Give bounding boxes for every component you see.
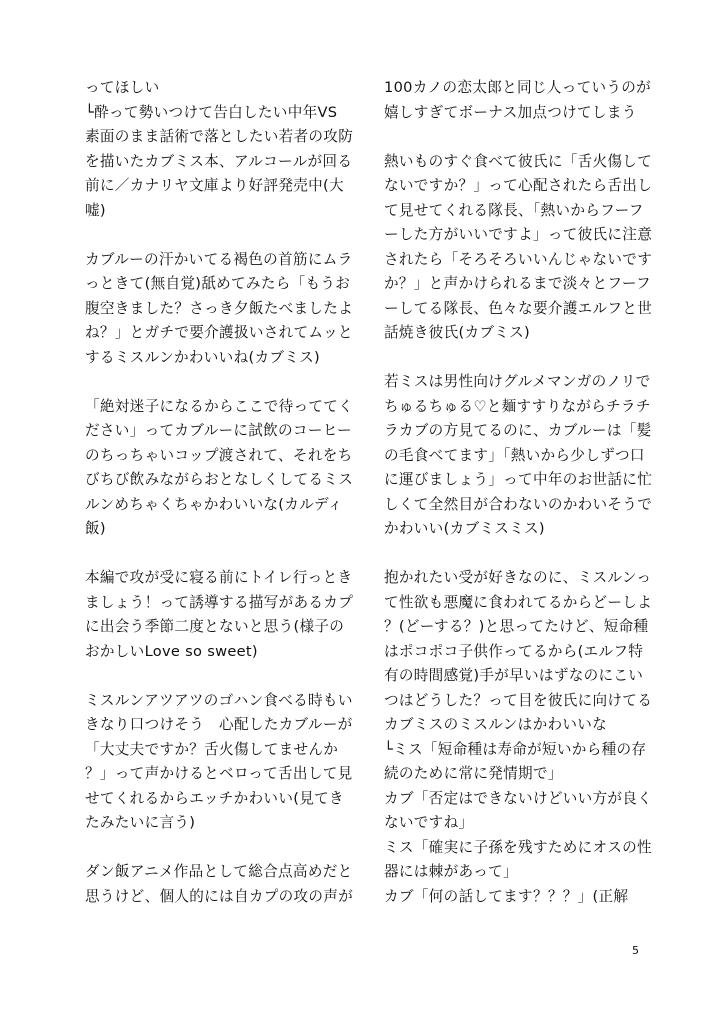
text-line: ないですか？」って心配されたら舌出し <box>384 177 653 194</box>
text-line: されたら「そろそろいいんじゃないです <box>384 250 653 268</box>
text-line: カブルーの汗かいてる褐色の首筋にムラ <box>85 250 353 268</box>
text-line: 思うけど、個人的には自カプの攻の声が <box>85 887 354 905</box>
text-line: を描いたカブミス本、アルコールが回る <box>85 152 353 170</box>
right-text-column <box>384 76 656 909</box>
text-line: カブミスのミスルンはかわいいな <box>384 716 608 733</box>
text-line: 100カノの恋太郎と同じ人っていうのが <box>384 79 652 96</box>
text-line: カブ「否定はできないけどいい方が良く <box>384 789 653 807</box>
text-line: 続のために常に発情期で」 <box>384 765 563 782</box>
paragraph-gap <box>85 542 357 567</box>
text-line: か？」と声かけられるまで淡々とフーフ <box>384 275 651 292</box>
text-line: 話焼き彼氏(カブミス) <box>384 324 531 341</box>
text-line: つはどうした？って目を彼氏に向けてる <box>384 691 653 709</box>
text-line: ラカブの方見てるのに、カブルーは「髪 <box>384 422 652 439</box>
text-line: ミス「確実に子孫を残すためにオスの性 <box>384 838 652 856</box>
text-line: ないですね」 <box>384 814 474 831</box>
text-line: おかしいLove so sweet) <box>85 642 258 660</box>
left-text-column <box>85 76 357 909</box>
text-line: たみたいに言う) <box>85 814 196 831</box>
text-line: ミスルンアツアツのゴハン食べる時もい <box>85 691 353 709</box>
text-line: ってほしい <box>85 79 160 96</box>
text-line: 飯) <box>85 520 106 537</box>
text-line: のちっちゃいコップ渡されて、それをち <box>85 446 353 464</box>
text-line: 本編で攻が受に寝る前にトイレ行っとき <box>85 569 353 586</box>
paragraph-gap <box>384 125 656 150</box>
text-line: きなり口つけそう 心配したカブルーが <box>85 716 353 733</box>
text-line: て見せてくれる隊長、「熱いからフーフ <box>384 201 644 219</box>
text-line: するミスルンかわいいね(カブミス) <box>85 348 321 366</box>
text-line: ？(どーする？)と思ってたけど、短命種 <box>384 618 649 635</box>
text-line: ちゅるちゅる♡と麺すすりながらチラチ <box>384 397 651 415</box>
text-line: 嬉しすぎてボーナス加点つけてしまう <box>384 103 637 121</box>
text-line: ダン飯アニメ作品として総合点高めだと <box>85 863 353 880</box>
text-line: の毛食べてます」「熱いから少しずつ口 <box>384 446 645 464</box>
text-line: ね？」とガチで要介護扱いされてムッと <box>85 324 353 341</box>
text-line: ましょう！って誘導する描写があるカプ <box>85 593 354 611</box>
text-line: しくて全然目が合わないのかわいそうで <box>384 495 653 513</box>
text-line: 「大丈夫ですか？舌火傷してませんか <box>85 740 339 758</box>
text-line: 素面のまま話術で落としたい若者の攻防 <box>85 128 354 145</box>
text-line: 熱いものすぐ食べて彼氏に「舌火傷して <box>384 152 653 170</box>
text-line: に出会う季節二度とないと思う(様子の <box>85 618 345 635</box>
paragraph-gap <box>85 223 357 248</box>
text-line: 有の時間感覚)手が早いはずなのにこい <box>384 667 644 684</box>
text-line: └酔って勢いつけて告白したい中年VS <box>85 103 338 121</box>
text-line: 若ミスは男性向けグルメマンガのノリで <box>384 373 651 390</box>
text-line: └ミス「短命種は寿命が短いから種の存 <box>384 740 647 758</box>
page-number: 5 <box>632 944 639 957</box>
text-line: ？」って声かけるとベロって舌出して見 <box>85 765 353 782</box>
text-line: カブ「何の話してます？？？」(正解 <box>384 887 629 905</box>
text-line: に運びましょう」って中年のお世話に忙 <box>384 471 653 488</box>
text-line: ださい」ってカブルーに試飲のコーヒー <box>85 422 352 439</box>
paragraph-gap <box>85 664 357 689</box>
text-line: っときて(無自覚)舐めてみたら「もうお <box>85 275 351 292</box>
paragraph-gap <box>384 346 656 371</box>
paragraph-gap <box>85 836 357 861</box>
paragraph-gap <box>384 542 656 567</box>
text-line: かわいい(カブミスミス) <box>384 520 545 537</box>
text-line: て性欲も悪魔に食われてるからどーしよ <box>384 593 653 611</box>
text-line: はポコポコ子供作ってるから(エルフ特 <box>384 642 644 660</box>
text-line: ーした方がいいですよ」って彼氏に注意 <box>384 226 653 243</box>
text-line: 抱かれたい受が好きなのに、ミスルンっ <box>384 569 652 586</box>
text-line: 腹空きました？さっき夕飯たべましたよ <box>85 299 354 317</box>
text-line: ルンめちゃくちゃかわいいな(カルディ <box>85 495 343 513</box>
text-line: せてくれるからエッチかわいい(見てき <box>85 789 344 807</box>
paragraph-gap <box>85 370 357 395</box>
text-line: 器には棘があって」 <box>384 863 518 880</box>
text-line: ーしてる隊長、色々な要介護エルフと世 <box>384 299 653 317</box>
text-line: 嘘) <box>85 201 106 219</box>
text-line: 「絶対迷子になるからここで待っててく <box>85 397 354 415</box>
text-line: びちび飲みながらおとなしくしてるミス <box>85 471 354 488</box>
text-line: 前に／カナリヤ文庫より好評発売中(大 <box>85 177 344 194</box>
